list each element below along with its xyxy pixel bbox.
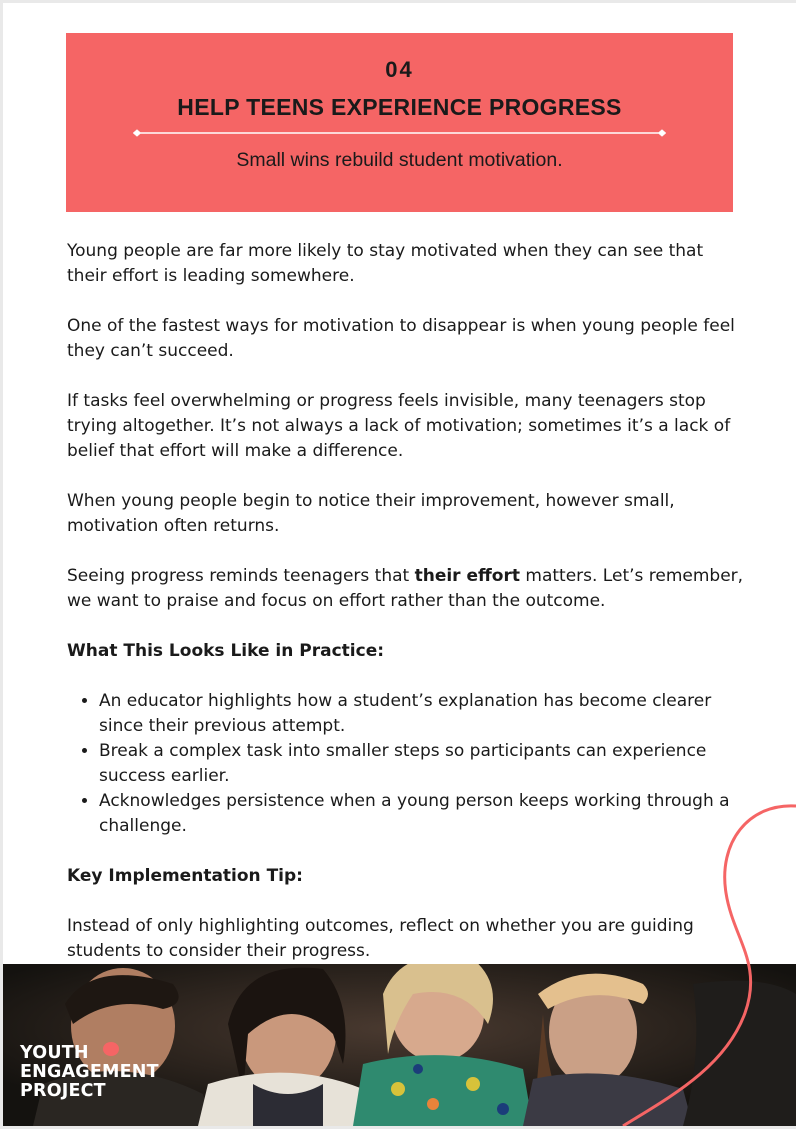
paragraph-1: Young people are far more likely to stay motivated when they can see that their effort is leading somewhere.: [67, 241, 704, 286]
paragraph-5-start: Seeing progress reminds teenagers that: [67, 566, 415, 586]
paragraph-5: [67, 564, 747, 614]
logo-line-1: YOUTH: [20, 1043, 89, 1063]
divider-left-diamond: [133, 130, 141, 137]
practice-item: • Break a complex task into smaller steps so participants can experience success earlier.: [99, 739, 747, 789]
header-divider: [133, 128, 666, 138]
practice-item: • Acknowledges persistence when a young person keeps working through a challenge.: [99, 789, 747, 839]
logo-line-3: PROJECT: [20, 1081, 106, 1101]
practice-item: • An educator highlights how a student’s explanation has become clearer since their previous attempt.: [99, 689, 747, 739]
divider-right-diamond: [658, 130, 666, 137]
paragraph-3: If tasks feel overwhelming or progress feels invisible, many teenagers stop trying altogether. It’s not always a lack of motivation; sometimes it’s a lack of belief that effort will make a difference.: [67, 391, 731, 461]
paragraph-2: One of the fastest ways for motivation to disappear is when young people feel they can’t succeed.: [67, 316, 735, 361]
section-header: [66, 33, 733, 212]
paragraph-5-end: matters. Let’s remember, we want to praise and focus on effort rather than the outcome.: [67, 566, 744, 611]
youth-engagement-project-logo: [20, 1044, 159, 1101]
section-title: HELP TEENS EXPERIENCE PROGRESS: [177, 94, 622, 120]
section-number: 04: [385, 57, 414, 82]
paragraph-4: When young people begin to notice their improvement, however small, motivation often returns.: [67, 491, 675, 536]
logo-speech-bubble-icon: [103, 1042, 119, 1056]
logo-line-2: ENGAGEMENT: [20, 1062, 159, 1082]
paragraph-5-emphasis: their effort: [414, 566, 520, 586]
tip-text: Instead of only highlighting outcomes, reflect on whether you are guiding students to consider their progress.: [67, 916, 694, 961]
body-content: [67, 239, 747, 989]
practice-list: [67, 689, 747, 839]
document-page: [3, 3, 796, 1126]
section-subtitle: Small wins rebuild student motivation.: [236, 149, 563, 171]
practice-heading: What This Looks Like in Practice:: [67, 641, 385, 661]
tip-heading: Key Implementation Tip:: [67, 866, 303, 886]
